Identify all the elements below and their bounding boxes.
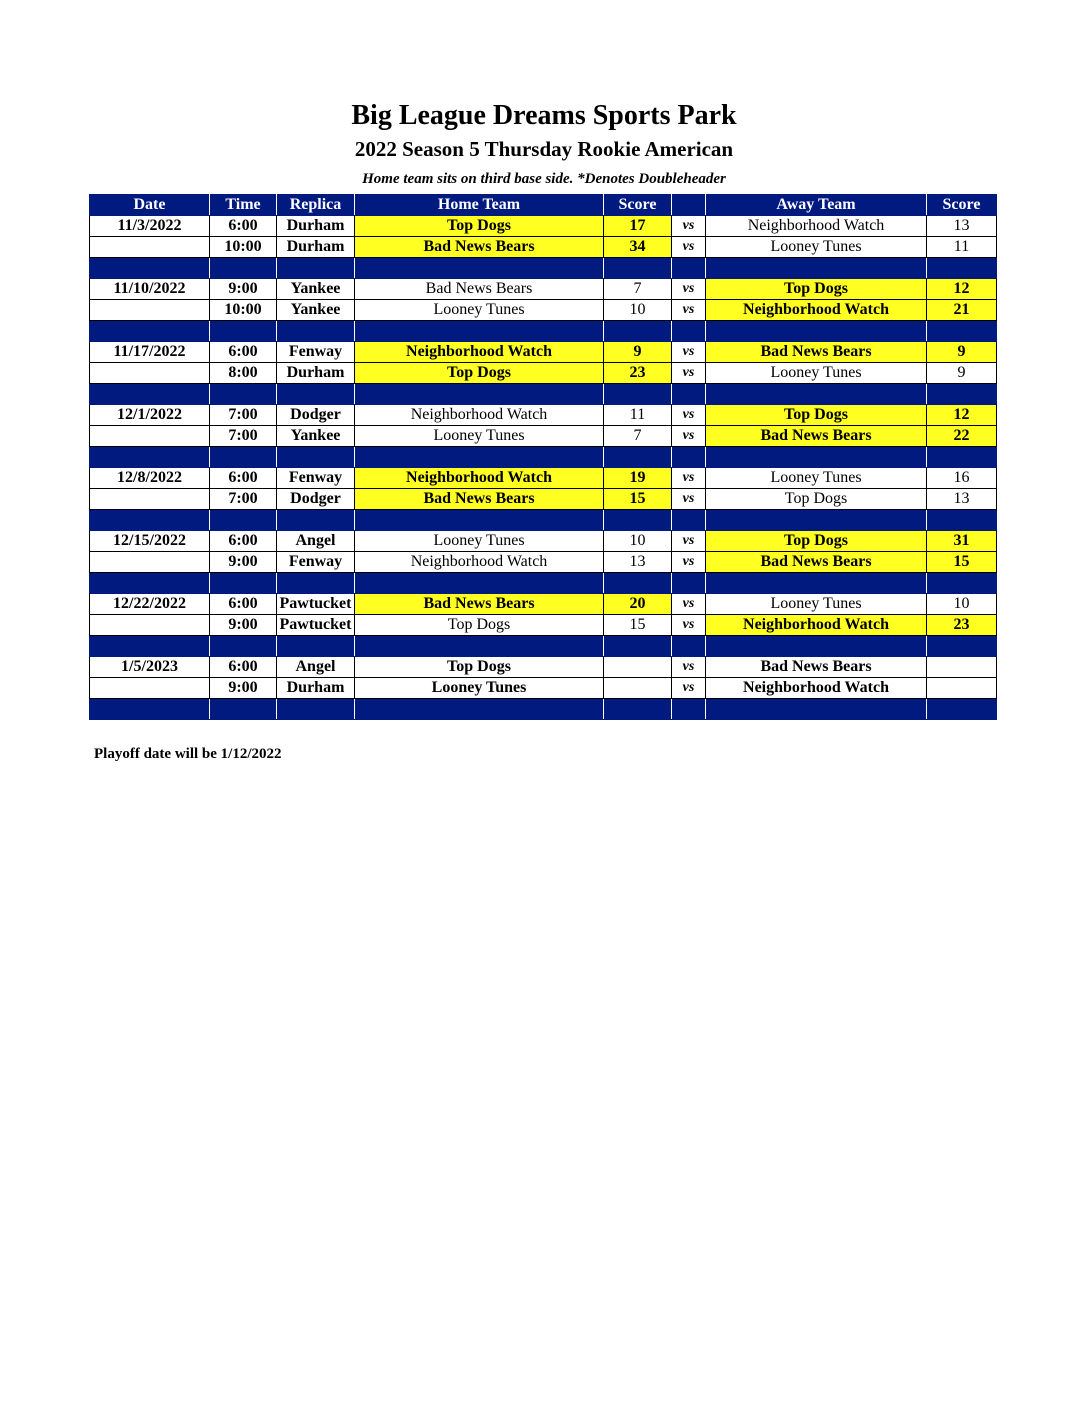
game-date [90,615,210,636]
vs-label: vs [672,363,706,384]
separator-cell [90,510,210,531]
separator-cell [706,321,927,342]
separator-cell [355,699,604,720]
away-score: 9 [927,363,997,384]
separator-cell [210,636,277,657]
vs-label: vs [672,552,706,573]
game-time: 9:00 [210,279,277,300]
separator-cell [927,258,997,279]
away-team: Bad News Bears [706,657,927,678]
home-score: 7 [604,426,672,447]
game-row [90,279,997,300]
separator-cell [927,636,997,657]
game-time: 6:00 [210,216,277,237]
separator-cell [927,447,997,468]
separator-cell [927,699,997,720]
home-team: Bad News Bears [355,489,604,510]
week-separator [90,321,997,342]
separator-cell [706,699,927,720]
separator-cell [672,636,706,657]
game-row [90,594,997,615]
game-date [90,300,210,321]
home-team: Neighborhood Watch [355,468,604,489]
game-date [90,426,210,447]
home-team: Looney Tunes [355,300,604,321]
vs-label: vs [672,405,706,426]
away-score: 13 [927,216,997,237]
week-separator [90,573,997,594]
game-date: 11/17/2022 [90,342,210,363]
separator-cell [706,636,927,657]
separator-cell [604,321,672,342]
week-separator [90,258,997,279]
away-team: Neighborhood Watch [706,615,927,636]
separator-cell [927,510,997,531]
away-team: Looney Tunes [706,468,927,489]
schedule-body [90,216,997,720]
separator-cell [90,573,210,594]
table-header-row [90,195,997,216]
game-date: 11/3/2022 [90,216,210,237]
separator-cell [672,699,706,720]
home-team: Bad News Bears [355,594,604,615]
home-score: 7 [604,279,672,300]
away-team: Neighborhood Watch [706,216,927,237]
separator-cell [604,699,672,720]
vs-label: vs [672,300,706,321]
game-time: 6:00 [210,657,277,678]
game-time: 9:00 [210,615,277,636]
game-field: Fenway [277,552,355,573]
separator-cell [355,447,604,468]
week-separator [90,636,997,657]
vs-label: vs [672,426,706,447]
game-row [90,405,997,426]
separator-cell [604,510,672,531]
home-score: 13 [604,552,672,573]
vs-label: vs [672,237,706,258]
game-time: 6:00 [210,342,277,363]
separator-cell [672,447,706,468]
away-team: Top Dogs [706,405,927,426]
away-team: Bad News Bears [706,552,927,573]
separator-cell [355,636,604,657]
game-field: Yankee [277,426,355,447]
away-score: 11 [927,237,997,258]
home-score: 15 [604,489,672,510]
separator-cell [927,321,997,342]
page-subtitle: 2022 Season 5 Thursday Rookie American [354,137,734,161]
col-header-replica: Replica [277,195,355,216]
away-team: Bad News Bears [706,426,927,447]
game-field: Angel [277,657,355,678]
game-date: 12/15/2022 [90,531,210,552]
separator-cell [604,258,672,279]
game-field: Yankee [277,300,355,321]
game-row [90,426,997,447]
away-team: Bad News Bears [706,342,927,363]
away-score: 13 [927,489,997,510]
separator-cell [706,384,927,405]
separator-cell [604,384,672,405]
vs-label: vs [672,657,706,678]
away-team: Looney Tunes [706,363,927,384]
separator-cell [210,258,277,279]
home-team: Bad News Bears [355,237,604,258]
home-team: Looney Tunes [355,678,604,699]
home-score: 17 [604,216,672,237]
game-row [90,615,997,636]
game-time: 10:00 [210,237,277,258]
separator-cell [706,573,927,594]
away-team: Neighborhood Watch [706,678,927,699]
game-field: Durham [277,678,355,699]
game-row [90,363,997,384]
game-row [90,342,997,363]
game-row [90,657,997,678]
home-score: 20 [604,594,672,615]
home-team: Neighborhood Watch [355,552,604,573]
separator-cell [90,636,210,657]
home-team: Top Dogs [355,363,604,384]
separator-cell [706,447,927,468]
separator-cell [90,699,210,720]
vs-label: vs [672,342,706,363]
col-header-date: Date [90,195,210,216]
col-header-away-score: Score [927,195,997,216]
separator-cell [277,510,355,531]
separator-cell [277,321,355,342]
game-date [90,489,210,510]
game-row [90,216,997,237]
col-header-vs [672,195,706,216]
vs-label: vs [672,489,706,510]
home-score: 11 [604,405,672,426]
game-field: Pawtucket [277,615,355,636]
vs-label: vs [672,468,706,489]
game-field: Durham [277,363,355,384]
separator-cell [210,447,277,468]
vs-label: vs [672,615,706,636]
separator-cell [706,258,927,279]
separator-cell [355,384,604,405]
separator-cell [277,447,355,468]
game-time: 6:00 [210,531,277,552]
game-time: 7:00 [210,426,277,447]
game-date: 12/8/2022 [90,468,210,489]
game-time: 8:00 [210,363,277,384]
game-time: 6:00 [210,594,277,615]
home-score [604,678,672,699]
playoff-footnote: Playoff date will be 1/12/2022 [94,746,282,762]
game-date [90,678,210,699]
vs-label: vs [672,594,706,615]
game-date: 12/1/2022 [90,405,210,426]
separator-cell [355,573,604,594]
game-row [90,468,997,489]
away-score: 15 [927,552,997,573]
home-team: Neighborhood Watch [355,405,604,426]
separator-cell [672,321,706,342]
home-team: Top Dogs [355,615,604,636]
page-title: Big League Dreams Sports Park [351,100,737,131]
game-field: Durham [277,216,355,237]
separator-cell [672,384,706,405]
game-time: 7:00 [210,405,277,426]
away-score [927,657,997,678]
separator-cell [706,510,927,531]
game-field: Fenway [277,468,355,489]
separator-cell [210,573,277,594]
home-score: 15 [604,615,672,636]
home-score [604,657,672,678]
away-score: 12 [927,405,997,426]
away-team: Top Dogs [706,279,927,300]
separator-cell [210,384,277,405]
schedule-note: Home team sits on third base side. *Denotes Doubleheader [362,171,726,187]
separator-cell [277,699,355,720]
home-score: 19 [604,468,672,489]
home-team: Looney Tunes [355,531,604,552]
away-score: 12 [927,279,997,300]
game-time: 6:00 [210,468,277,489]
home-team: Looney Tunes [355,426,604,447]
game-time: 7:00 [210,489,277,510]
separator-cell [927,573,997,594]
home-score: 10 [604,531,672,552]
away-score: 22 [927,426,997,447]
away-team: Top Dogs [706,489,927,510]
week-separator [90,384,997,405]
game-field: Dodger [277,489,355,510]
home-score: 34 [604,237,672,258]
game-date [90,363,210,384]
game-date: 1/5/2023 [90,657,210,678]
away-team: Looney Tunes [706,594,927,615]
separator-cell [604,573,672,594]
separator-cell [90,384,210,405]
separator-cell [672,573,706,594]
away-score: 10 [927,594,997,615]
home-team: Top Dogs [355,216,604,237]
game-field: Pawtucket [277,594,355,615]
game-field: Angel [277,531,355,552]
separator-cell [604,447,672,468]
col-header-time: Time [210,195,277,216]
game-date [90,237,210,258]
game-field: Fenway [277,342,355,363]
game-row [90,489,997,510]
separator-cell [277,636,355,657]
away-team: Top Dogs [706,531,927,552]
separator-cell [210,321,277,342]
home-score: 10 [604,300,672,321]
separator-cell [277,384,355,405]
home-team: Neighborhood Watch [355,342,604,363]
schedule-table [89,194,997,720]
game-time: 10:00 [210,300,277,321]
separator-cell [277,258,355,279]
separator-cell [210,699,277,720]
away-team: Looney Tunes [706,237,927,258]
game-date [90,552,210,573]
separator-cell [927,384,997,405]
home-team: Bad News Bears [355,279,604,300]
game-field: Dodger [277,405,355,426]
game-row [90,531,997,552]
game-field: Yankee [277,279,355,300]
separator-cell [210,510,277,531]
game-date: 11/10/2022 [90,279,210,300]
separator-cell [672,258,706,279]
home-score: 23 [604,363,672,384]
away-score: 31 [927,531,997,552]
away-score: 23 [927,615,997,636]
col-header-home-score: Score [604,195,672,216]
separator-cell [90,321,210,342]
separator-cell [355,258,604,279]
separator-cell [355,321,604,342]
away-team: Neighborhood Watch [706,300,927,321]
game-field: Durham [277,237,355,258]
separator-cell [672,510,706,531]
col-header-home-team: Home Team [355,195,604,216]
home-team: Top Dogs [355,657,604,678]
game-row [90,678,997,699]
away-score: 16 [927,468,997,489]
home-score: 9 [604,342,672,363]
away-score: 21 [927,300,997,321]
game-row [90,300,997,321]
week-separator [90,510,997,531]
vs-label: vs [672,216,706,237]
game-row [90,237,997,258]
separator-cell [90,447,210,468]
game-time: 9:00 [210,678,277,699]
game-date: 12/22/2022 [90,594,210,615]
game-row [90,552,997,573]
separator-cell [604,636,672,657]
away-score: 9 [927,342,997,363]
week-separator [90,699,997,720]
col-header-away-team: Away Team [706,195,927,216]
game-time: 9:00 [210,552,277,573]
vs-label: vs [672,678,706,699]
vs-label: vs [672,531,706,552]
separator-cell [90,258,210,279]
vs-label: vs [672,279,706,300]
separator-cell [355,510,604,531]
away-score [927,678,997,699]
week-separator [90,447,997,468]
separator-cell [277,573,355,594]
